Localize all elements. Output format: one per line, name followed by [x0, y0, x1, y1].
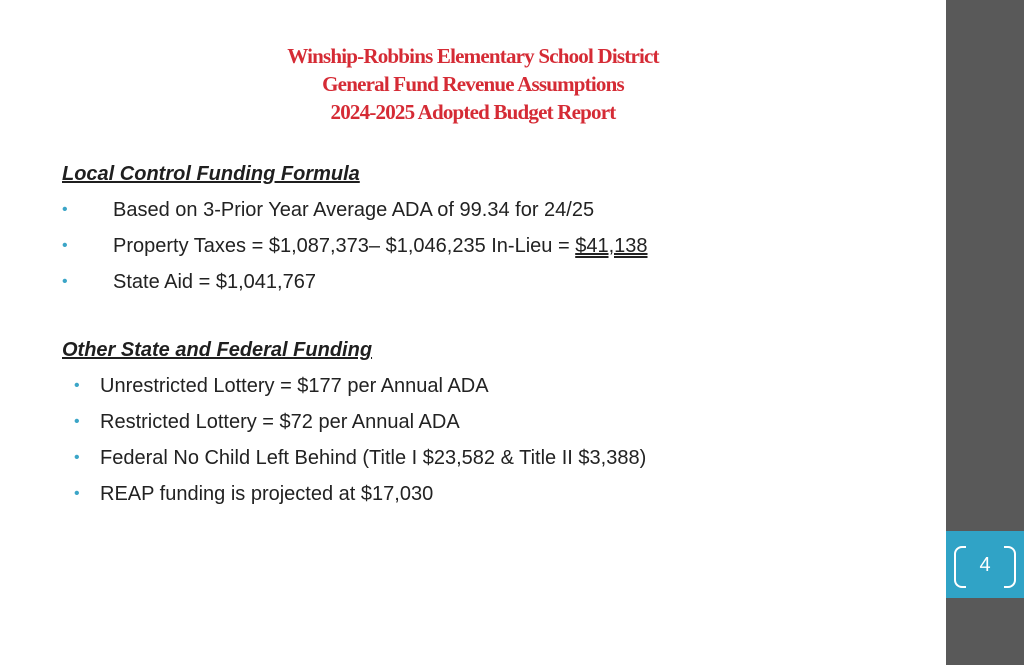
page-number-box	[946, 531, 1024, 598]
slide-title	[0, 42, 946, 126]
bullet-icon: •	[74, 413, 80, 430]
title-subject: General Fund Revenue Assumptions	[322, 72, 624, 96]
bullet-icon: •	[74, 377, 80, 394]
lcff-heading: Local Control Funding Formula	[62, 163, 360, 185]
bullet-icon: •	[62, 273, 68, 290]
funding-item-restricted-lottery: Restricted Lottery = $72 per Annual ADA	[100, 411, 460, 433]
page-number: 4	[979, 554, 991, 576]
bullet-icon: •	[74, 449, 80, 466]
lcff-item-state-aid: State Aid = $1,041,767	[113, 271, 316, 293]
title-report: 2024-2025 Adopted Budget Report	[330, 100, 616, 124]
bullet-icon: •	[62, 237, 68, 254]
lcff-item-ada: Based on 3-Prior Year Average ADA of 99.34 for 24/25	[113, 199, 595, 221]
bullet-icon: •	[74, 485, 80, 502]
funding-item-unrestricted-lottery: Unrestricted Lottery = $177 per Annual ADA	[100, 375, 489, 397]
funding-item-federal-nclb: Federal No Child Left Behind (Title I $23,582 & Title II $3,388)	[100, 447, 647, 469]
bullet-icon: •	[62, 201, 68, 218]
lcff-item-property-taxes	[113, 235, 648, 258]
in-lieu-amount: $41,138	[575, 235, 648, 257]
other-funding-heading: Other State and Federal Funding	[62, 339, 373, 361]
funding-item-reap: REAP funding is projected at $17,030	[100, 483, 434, 505]
title-district: Winship-Robbins Elementary School District	[287, 44, 659, 68]
property-taxes-text: Property Taxes = $1,087,373– $1,046,235 In-Lieu =	[113, 235, 576, 257]
